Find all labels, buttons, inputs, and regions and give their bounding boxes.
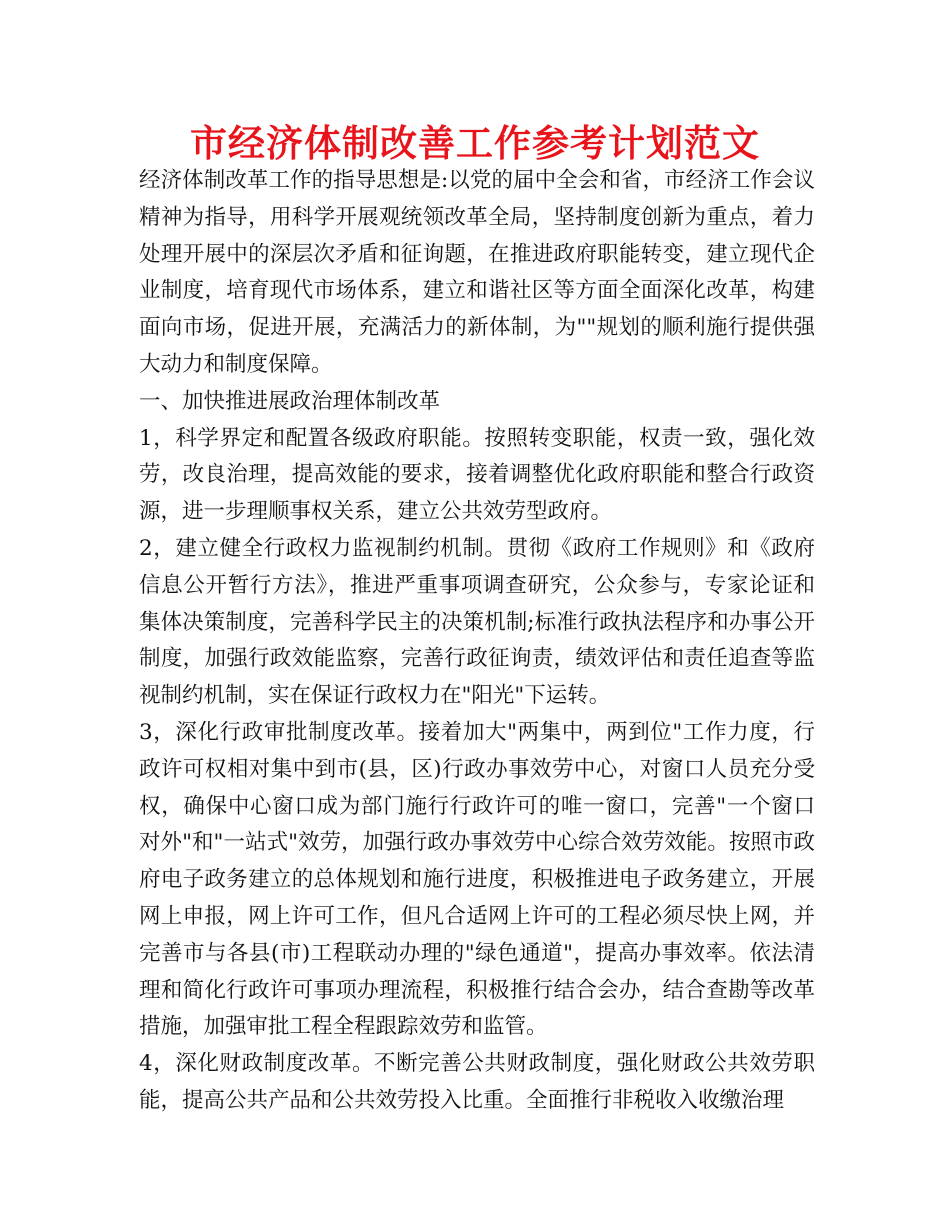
paragraph-item-2: 2，建立健全行政权力监视制约机制。贯彻《政府工作规则》和《政府信息公开暂行方法》，推进严重事项调查研究，公众参与，专家论证和集体决策制度，完善科学民主的决策机制;标准行政执法程序和办事公开制度，加强行政效能监察，完善行政征询责，绩效评估和责任追查等监视制约机制，实在保证行政权力在"阳光"下运转。 <box>139 535 815 709</box>
paragraph-guiding-ideology: 经济体制改革工作的指导思想是:以党的届中全会和省，市经济工作会议精神为指导，用科学开展观统领改革全局，坚持制度创新为重点，着力处理开展中的深层次矛盾和征询题，在推进政府职能转变，建立现代企业制度，培育现代市场体系，建立和谐社区等方面全面深化改革，构建面向市场，促进开展，充满活力的新体制，为""规划的顺利施行提供强大动力和制度保障。 <box>139 168 815 377</box>
paragraph-item-3: 3，深化行政审批制度改革。接着加大"两集中，两到位"工作力度，行政许可权相对集中到市(县，区)行政办事效劳中心，对窗口人员充分受权，确保中心窗口成为部门施行行政许可的唯一窗口，完善"一个窗口对外"和"一站式"效劳，加强行政办事效劳中心综合效劳效能。按照市政府电子政务建立的总体规划和施行进度，积极推进电子政务建立，开展网上申报，网上许可工作，但凡合适网上许可的工程必须尽快上网，并完善市与各县(市)工程联动办理的"绿色通道"，提高办事效率。依法清理和简化行政许可事项办理流程，积极推行结合会办，结合查勘等改革措施，加强审批工程全程跟踪效劳和监管。 <box>139 719 815 1040</box>
paragraph-item-4: 4，深化财政制度改革。不断完善公共财政制度，强化财政公共效劳职能，提高公共产品和公共效劳投入比重。全面推行非税收入收缴治理 <box>139 1051 815 1113</box>
section-heading-1: 一、加快推进展政治理体制改革 <box>139 388 441 414</box>
document-body <box>139 163 815 1120</box>
document-title: 市经济体制改善工作参考计划范文 <box>190 122 760 165</box>
paragraph-item-1: 1，科学界定和配置各级政府职能。按照转变职能，权责一致，强化效劳，改良治理，提高效能的要求，接着调整优化政府职能和整合行政资源，进一步理顺事权关系，建立公共效劳型政府。 <box>139 425 815 525</box>
